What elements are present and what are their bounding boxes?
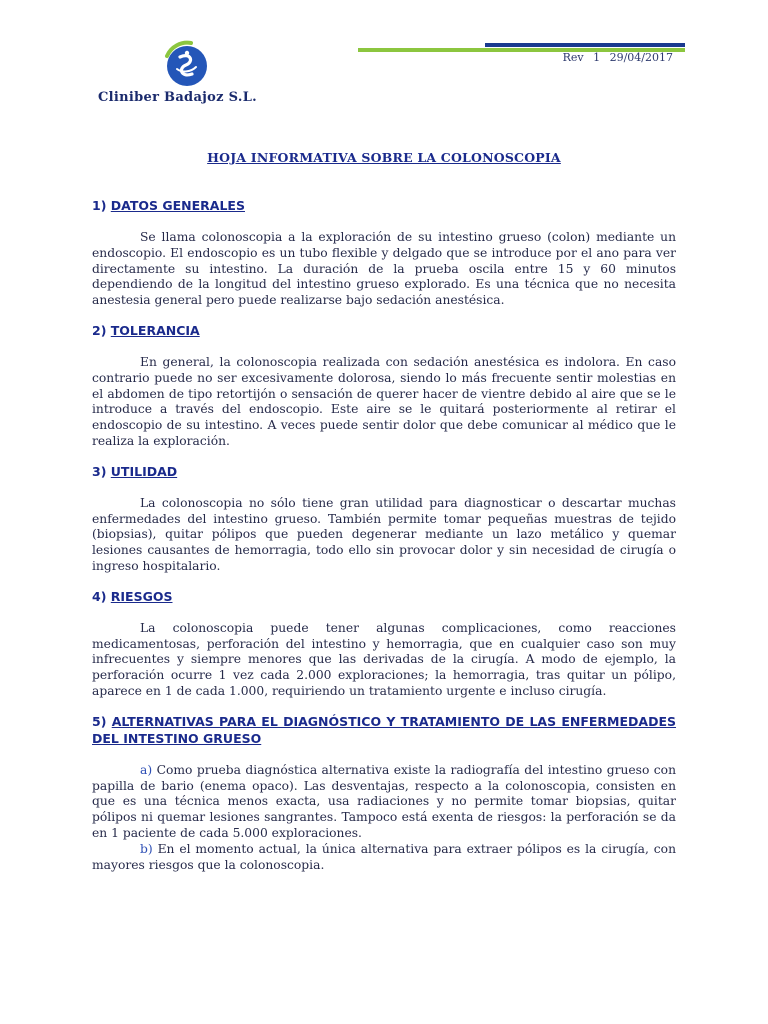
cliniber-logo-icon <box>161 40 211 90</box>
alternative-item <box>92 842 676 874</box>
revision-line <box>563 51 673 64</box>
section-title: DATOS GENERALES <box>110 198 245 213</box>
section-heading <box>92 713 676 747</box>
document-title: HOJA INFORMATIVA SOBRE LA COLONOSCOPIA <box>207 150 561 165</box>
revision-date: 29/04/2017 <box>609 51 673 64</box>
item-label: a) <box>140 762 153 777</box>
item-text: En el momento actual, la única alternativa para extraer pólipos es la cirugía, con mayores riesgos que la colonoscopia. <box>92 841 676 872</box>
section-number: 1) <box>92 198 107 213</box>
revision-label: Rev 1 <box>562 51 601 64</box>
section-title: ALTERNATIVAS PARA EL DIAGNÓSTICO Y TRATAMIENTO DE LAS ENFERMEDADES DEL INTESTINO GRUESO <box>92 713 676 746</box>
section-utilidad <box>92 463 676 575</box>
section-title: TOLERANCIA <box>110 322 200 338</box>
section-title: UTILIDAD <box>110 463 178 479</box>
section-heading <box>92 588 676 605</box>
section-riesgos <box>92 588 676 700</box>
section-paragraph: La colonoscopia puede tener algunas complicaciones, como reacciones medicamentosas, perforación del intestino y hemorragia, que en cualquier caso son muy infrecuentes y siempre menores que las derivadas de la cirugía. A modo de ejemplo, la perforación ocurre 1 vez cada 2.000 exploraciones; la hemorragia, tras quitar un pólipo, aparece en 1 de cada 1.000, requiriendo un tratamiento urgente e incluso cirugía. <box>92 620 676 698</box>
section-heading <box>92 463 676 480</box>
section-paragraph: En general, la colonoscopia realizada con sedación anestésica es indolora. En caso contrario puede no ser excesivamente dolorosa, siendo lo más frecuente sentir molestias en el abdomen de tipo retortijón o sensación de querer hacer de vientre debido al aire que se le introduce a través del endoscopio. Este aire se le quitará posteriormente al retirar el endoscopio de su intestino. A veces puede sentir dolor que debe comunicar al médico que le realiza la exploración. <box>92 354 676 448</box>
company-name: Cliniber Badajoz S.L. <box>98 90 257 105</box>
item-label: b) <box>140 841 153 856</box>
section-heading <box>92 322 676 339</box>
section-title: RIESGOS <box>110 588 173 604</box>
alternative-item <box>92 763 676 842</box>
section-number: 3) <box>92 463 107 479</box>
item-text: Como prueba diagnóstica alternativa existe la radiografía del intestino grueso con papilla de bario (enema opaco). Las desventajas, respecto a la colonoscopia, consisten en que es una técnica menos exacta, usa radiaciones y no permite tomar biopsias, quitar pólipos ni quemar lesiones sangrantes. Tampoco está exenta de riesgos: la perforación se da en 1 paciente de cada 5.000 exploraciones. <box>92 762 676 840</box>
document-body <box>92 197 676 873</box>
section-number: 5) <box>92 713 107 729</box>
section-number: 2) <box>92 322 107 338</box>
section-paragraph: La colonoscopia no sólo tiene gran utilidad para diagnosticar o descartar muchas enfermedades del intestino grueso. También permite tomar pequeñas muestras de tejido (biopsias), quitar pólipos que pueden degenerar mediante un lazo metálico y quemar lesiones causantes de hemorragia, todo ello sin provocar dolor y sin necesidad de cirugía o ingreso hospitalario. <box>92 495 676 573</box>
section-paragraph: Se llama colonoscopia a la exploración de su intestino grueso (colon) mediante un endoscopio. El endoscopio es un tubo flexible y delgado que se introduce por el ano para ver directamente su intestino. La duración de la prueba oscila entre 15 y 60 minutos dependiendo de la longitud del intestino grueso explorado. Es una técnica que no necesita anestesia general pero puede realizarse bajo sedación anestésica. <box>92 230 676 308</box>
section-heading <box>92 197 676 214</box>
section-alternativas <box>92 713 676 874</box>
header-rule-blue <box>485 43 685 47</box>
section-tolerancia <box>92 322 676 450</box>
section-datos-generales <box>92 197 676 309</box>
section-number: 4) <box>92 588 107 604</box>
